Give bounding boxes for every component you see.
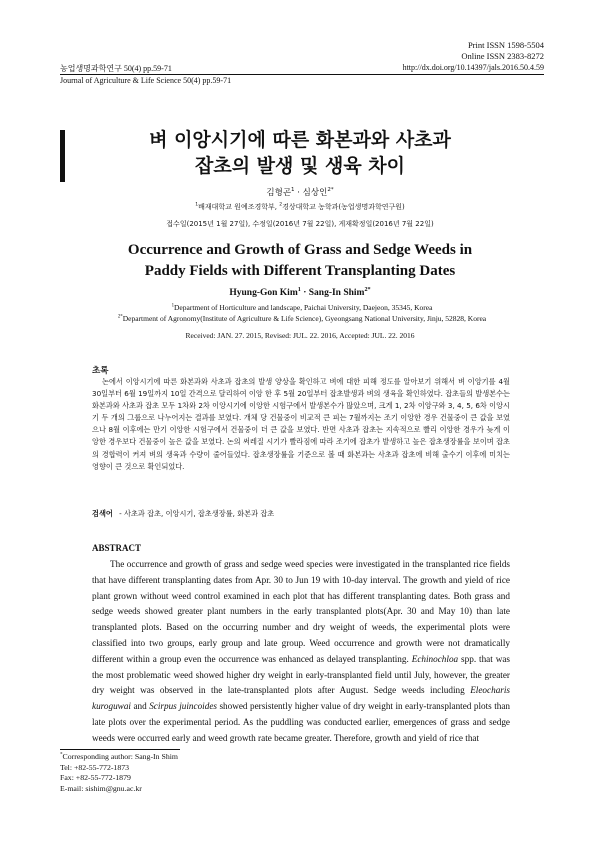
- online-issn: Online ISSN 2383-8272: [461, 50, 544, 61]
- footnote-rule: [60, 749, 180, 750]
- author-ko-2-mark: 2*: [327, 187, 334, 194]
- issn-block: [461, 40, 544, 61]
- authors-en: [80, 288, 520, 298]
- aff-en-mark-2: 2*: [117, 314, 123, 320]
- title-ko-line1: 벼 이앙시기에 따른 화본과와 사초과: [149, 129, 451, 151]
- aff-ko-mark-2: 2: [279, 202, 283, 208]
- abstract-en-body: [92, 557, 510, 747]
- species-scirpus: Scirpus juincoides: [149, 701, 217, 712]
- aff-ko-2: 경상대학교 농학과(농업생명과학연구원): [282, 203, 405, 211]
- keywords-text: - 사초과 잡초, 이앙시기, 잡초생장률, 화본과 잡초: [116, 509, 275, 518]
- aff-ko-1: 배재대학교 원예조경학부,: [198, 203, 280, 211]
- abstract-en-part3: and: [130, 701, 150, 712]
- footnote-fax: Fax: +82-55-772-1879: [60, 773, 131, 783]
- keywords-ko: [92, 509, 510, 519]
- author-en-2-mark: 2*: [364, 286, 371, 293]
- author-ko-1: 김형곤: [266, 188, 292, 198]
- abstract-ko-body: 논에서 이앙시기에 따른 화본과와 사초과 잡초의 발생 양상을 확인하고 벼에 대한 피해 정도를 알아보기 위해서 벼 이앙기를 4월 30일부터 6월 19일까지 10일 간격으로 달리하여 이앙 한 후 5월 20일부터 잡초발생과 벼의 생육을 확인하였다. 잡초들의 발생본수는 화본과와 사초과 잡초 모두 1차와 2차 이앙시기에 이앙한 시험구에서 발생본수가 많았으며, 크게 1, 2차 이앙구와 3, 4, 5, 6차 이앙시기 두 개의 그룹으로 나누어지는 결과를 보였다. 개체 당 건물중이 비교적 큰 피는 7월까지는 조기 이앙한 경우 건물중이 큰 값을 보였으나 8월 이후에는 만기 이앙한 시험구에서 건물중이 더 큰 값을 보였다. 반면 사초과 잡초는 지속적으로 빨리 이앙한 경우가 늦게 이앙한 경우보다 건물중이 높은 값을 보였다. 논의 써레질 시기가 빨라짐에 따라 조기에 잡초가 발생하고 높은 잡초생장률을 보이며 잡초의 경합력이 커져 벼의 생육과 수량이 줄어들었다. 잡초생장률을 기준으로 볼 때 화본과는 사초과 잡초에 비해 출수기 이후에 미치는 영향이 큰 것으로 확인되었다.: [92, 377, 510, 471]
- footnote-corresponding: [60, 752, 178, 763]
- abstract-en-part1: The occurrence and growth of grass and sedge weed species were investigated in the transplanted rice fields that have different transplanting dates from Apr. 30 to Jun 19 with 10-day interval. The growth and yield of rice plant grown without weed control examined in each plot that has different transplanting dates. Both grass and sedge weeds showed greater plant numbers in the early transplanted plots(Apr. 30 and May 10) than late transplanted plots. Based on the occurring number and dry weight of weeds, the experimental plots were classified into two groups, early group and late group. Weed occurrence and growth were not dramatically different within a group even the occurrence was enhanced as delayed transplanting.: [92, 559, 510, 664]
- author-ko-1-mark: 1: [291, 187, 295, 194]
- species-echinochloa: Echinochloa: [411, 653, 459, 664]
- journal-citation-en: Journal of Agriculture & Life Science 50(4) pp.59-71: [60, 76, 232, 85]
- footnote-email[interactable]: E-mail: sishim@gnu.ac.kr: [60, 784, 142, 794]
- journal-citation-ko: 농업생명과학연구 50(4) pp.59-71: [60, 64, 172, 73]
- doi-link[interactable]: http://dx.doi.org/10.14397/jals.2016.50.4.59: [402, 63, 544, 72]
- aff-en-mark-1: 1: [171, 303, 175, 309]
- affiliation-en-1: [60, 303, 544, 312]
- print-issn: Print ISSN 1598-5504: [467, 40, 544, 50]
- keywords-label: 검색어: [92, 509, 113, 518]
- author-separator: ·: [300, 288, 309, 298]
- title-ko-line2: 잡초의 발생 및 생육 차이: [195, 155, 405, 177]
- affiliation-en-2: [60, 314, 544, 323]
- title-en-line2: Paddy Fields with Different Transplanting Dates: [144, 263, 456, 279]
- abstract-en-heading: ABSTRACT: [92, 543, 142, 553]
- author-separator: ·: [294, 188, 303, 198]
- abstract-ko-heading: 초록: [92, 366, 109, 376]
- footnote-star: *: [60, 751, 63, 758]
- author-en-1: Hyung-Gon Kim: [229, 288, 298, 298]
- dates-ko: 접수일(2015년 1월 27일), 수정일(2016년 7월 22일), 게재확정일(2016년 7월 22일): [166, 220, 434, 228]
- author-en-1-mark: 1: [297, 286, 301, 293]
- dates-en: Received: JAN. 27. 2015, Revised: JUL. 22. 2016, Accepted: JUL. 22. 2016: [185, 331, 415, 340]
- abstract-en-part4: showed persistently higher value of dry weight in early-transplanted plots than late plots over the experimental period. As the puddling was conducted earlier, emergences of grass and sedge weeds were occurred early and weed growth rate became greater. Therefore, growth and yield of rice that: [92, 701, 511, 743]
- footnote-tel: Tel: +82-55-772-1873: [60, 762, 130, 772]
- affiliation-ko: [80, 202, 520, 212]
- footnote: [60, 752, 178, 795]
- header-rule: [60, 74, 544, 75]
- aff-en-text-2: Department of Agronomy(Institute of Agriculture & Life Science), Gyeongsang National University, Jinju, 52828, Korea: [122, 314, 487, 323]
- title-accent-bar: [60, 130, 65, 182]
- author-en-2: Sang-In Shim: [308, 288, 365, 298]
- authors-ko: [80, 186, 520, 198]
- species-eleocharis: Eleocharis kuroguwai: [92, 685, 510, 712]
- corresponding-author: Corresponding author: Sang-In Shim: [62, 752, 178, 761]
- abstract-en-part2: spp. that was the most problematic weed showed higher dry weight in early-transplanted field until July, however, the greater dry weight was observed in the late-transplanted plots after August. Sedge weeds including: [92, 653, 510, 696]
- author-ko-2: 심상인: [302, 188, 328, 198]
- title-en-line1: Occurrence and Growth of Grass and Sedge Weeds in: [127, 242, 473, 258]
- aff-en-text-1: Department of Horticulture and landscape, Paichai University, Daejeon, 35345, Korea: [174, 303, 433, 312]
- aff-ko-mark-1: 1: [195, 202, 199, 208]
